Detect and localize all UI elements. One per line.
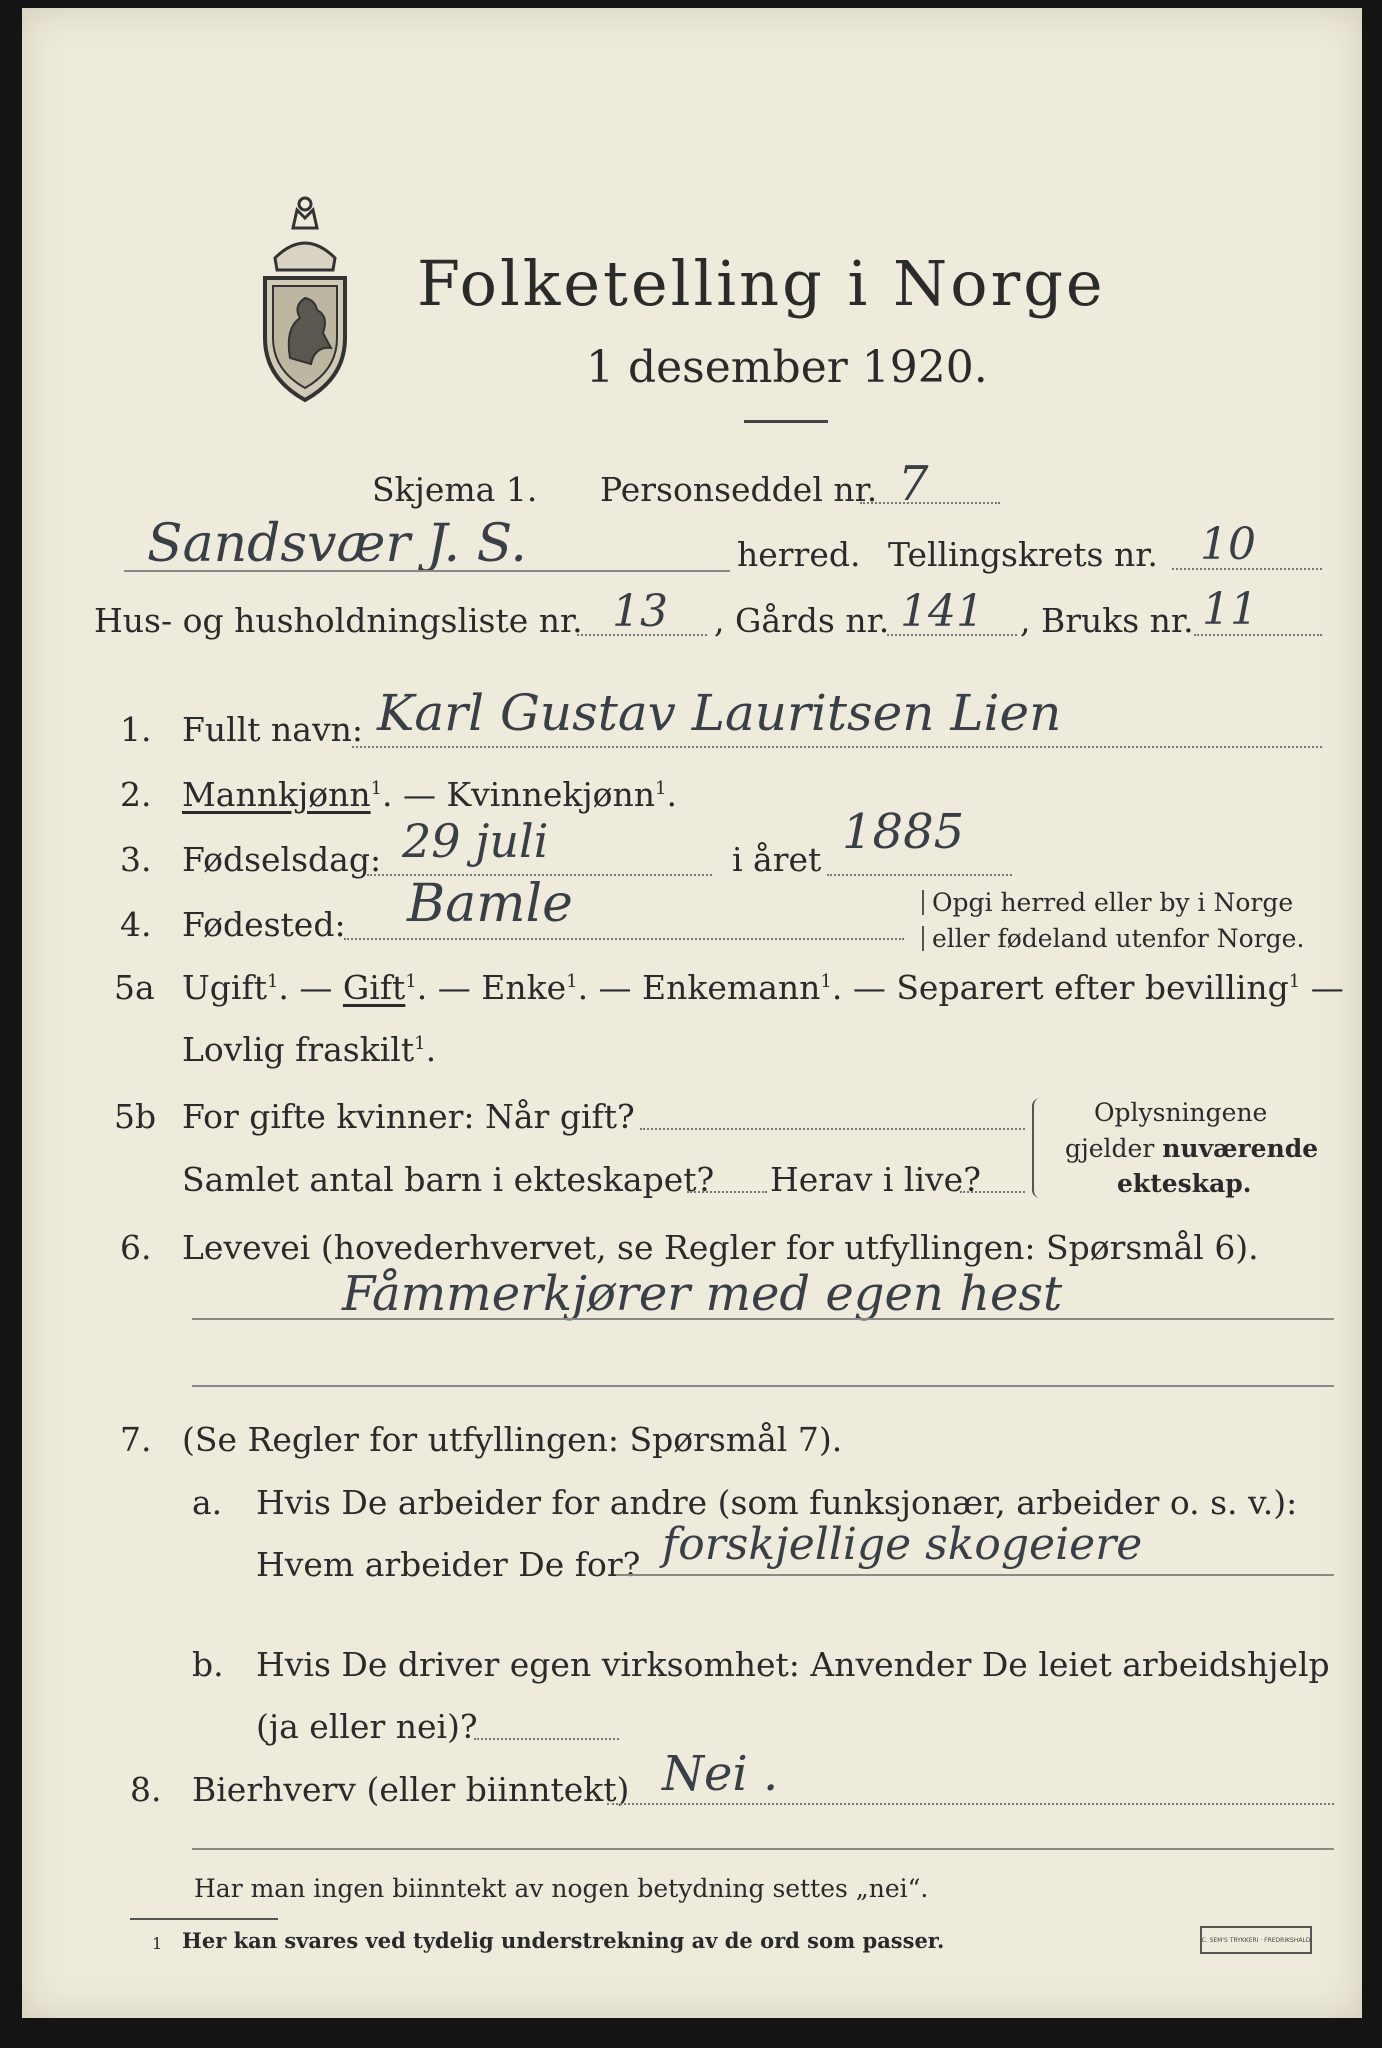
q5b-alive: Herav i live? — [770, 1160, 981, 1199]
q5a-number: 5a — [114, 968, 155, 1007]
q8-dots — [607, 1803, 1334, 1805]
q8-label: Bierhverv (eller biinntekt) — [192, 1770, 630, 1809]
birthplace-note-2: eller fødeland utenfor Norge. — [922, 926, 1304, 951]
q5b-dots-2 — [687, 1191, 767, 1193]
q1-dots — [352, 746, 1322, 748]
q7a-question: Hvem arbeider De for? — [256, 1545, 641, 1584]
q6-line-2 — [192, 1385, 1334, 1387]
q3-label: Fødselsdag: — [182, 840, 382, 879]
bruks-value: 11 — [1202, 584, 1258, 635]
tellingskrets-label: Tellingskrets nr. — [888, 535, 1158, 574]
q5b-note-2: gjelder nuværende — [1065, 1134, 1319, 1163]
q6-label: Levevei (hovederhvervet, se Regler for utfyllingen: Spørsmål 6). — [182, 1228, 1259, 1267]
q7a-letter: a. — [192, 1483, 223, 1522]
census-date: 1 desember 1920. — [586, 342, 988, 393]
tellingskrets-value: 10 — [1200, 519, 1256, 570]
q3-number: 3. — [120, 840, 152, 879]
q5b-note-3: ekteskap. — [1117, 1169, 1252, 1198]
q7a-line — [616, 1574, 1334, 1576]
q7b-question: (ja eller nei)? — [256, 1707, 478, 1746]
q7a-text: Hvis De arbeider for andre (som funksjonær, arbeider o. s. v.): — [256, 1483, 1298, 1522]
birthplace-note-1: Opgi herred eller by i Norge — [922, 890, 1293, 915]
q1-number: 1. — [120, 710, 152, 749]
hus-label: Hus- og husholdningsliste nr. — [94, 601, 583, 640]
q7b-dots — [474, 1738, 619, 1740]
q5b-brace — [1032, 1098, 1044, 1198]
coat-of-arms-icon — [245, 188, 365, 408]
census-form — [22, 8, 1362, 2018]
herred-value: Sandsvær J. S. — [147, 514, 527, 574]
q2-number: 2. — [120, 775, 152, 814]
footnote-text: Her kan svares ved tydelig understrekning av de ord som passer. — [182, 1928, 945, 1953]
gender-options: Mannkjønn$^1$. — Kvinnekjønn$^1$. — [182, 775, 677, 814]
q4-number: 4. — [120, 905, 152, 944]
gender-female: Kvinnekjønn — [446, 775, 656, 814]
q5b-number: 5b — [114, 1097, 157, 1136]
q5b-dots-3 — [960, 1191, 1025, 1193]
q7b-text: Hvis De driver egen virksomhet: Anvender De leiet arbeidshjelp — [256, 1645, 1330, 1684]
personseddel-dots — [860, 502, 1000, 504]
personseddel-label: Personseddel nr. — [600, 470, 878, 509]
birthplace-value: Bamle — [407, 874, 573, 934]
marital-fraskilt: Lovlig fraskilt$^1$. — [182, 1030, 437, 1069]
title-divider — [744, 420, 828, 423]
biinntekt-note: Har man ingen biinntekt av nogen betydning settes „nei“. — [194, 1874, 929, 1903]
q7-number: 7. — [120, 1420, 152, 1459]
birth-year-value: 1885 — [842, 804, 965, 860]
gards-value: 141 — [900, 586, 984, 637]
full-name-value: Karl Gustav Lauritsen Lien — [377, 684, 1062, 742]
footnote-divider — [130, 1918, 278, 1920]
year-dots — [827, 874, 1012, 876]
gards-label: , Gårds nr. — [714, 601, 890, 640]
q4-label: Fødested: — [182, 905, 346, 944]
q8-line-2 — [192, 1848, 1334, 1850]
herred-line — [124, 570, 730, 572]
printer-stamp: C. SEM'S TRYKKERI · FREDRIKSHALD — [1200, 1926, 1312, 1954]
bruks-label: , Bruks nr. — [1020, 601, 1194, 640]
q6-line-1 — [192, 1318, 1334, 1320]
q8-number: 8. — [130, 1770, 162, 1809]
q5b-note-1: Oplysningene — [1094, 1098, 1268, 1127]
personseddel-value: 7 — [898, 456, 929, 512]
gender-male: Mannkjønn — [182, 775, 371, 814]
q6-number: 6. — [120, 1228, 152, 1267]
year-label: i året — [732, 840, 822, 879]
marital-gift: Gift — [342, 968, 406, 1007]
form-title: Folketelling i Norge — [417, 247, 1106, 320]
q1-label: Fullt navn: — [182, 710, 363, 749]
side-income-value: Nei . — [662, 1746, 779, 1802]
birthday-value: 29 juli — [402, 814, 549, 868]
q5b-children: Samlet antal barn i ekteskapet? — [182, 1160, 715, 1199]
q7b-letter: b. — [192, 1645, 224, 1684]
q5b-dots-1 — [640, 1128, 1025, 1130]
hus-value: 13 — [612, 586, 668, 637]
footnote-mark: 1 — [152, 1934, 163, 1953]
employer-value: forskjellige skogeiere — [662, 1519, 1143, 1570]
q5b-when-married: For gifte kvinner: Når gift? — [182, 1097, 635, 1136]
q7-label: (Se Regler for utfyllingen: Spørsmål 7). — [182, 1420, 843, 1459]
schema-label: Skjema 1. — [372, 470, 538, 509]
occupation-value: Fåmmerkjører med egen hest — [342, 1266, 1063, 1322]
marital-status-options: Ugift$^1$. — Gift$^1$. — Enke$^1$. — Enkemann$^1$. — Separert efter bevilling$^1$ — — [182, 968, 1344, 1007]
q4-dots — [344, 938, 904, 940]
herred-label: herred. — [737, 535, 861, 574]
